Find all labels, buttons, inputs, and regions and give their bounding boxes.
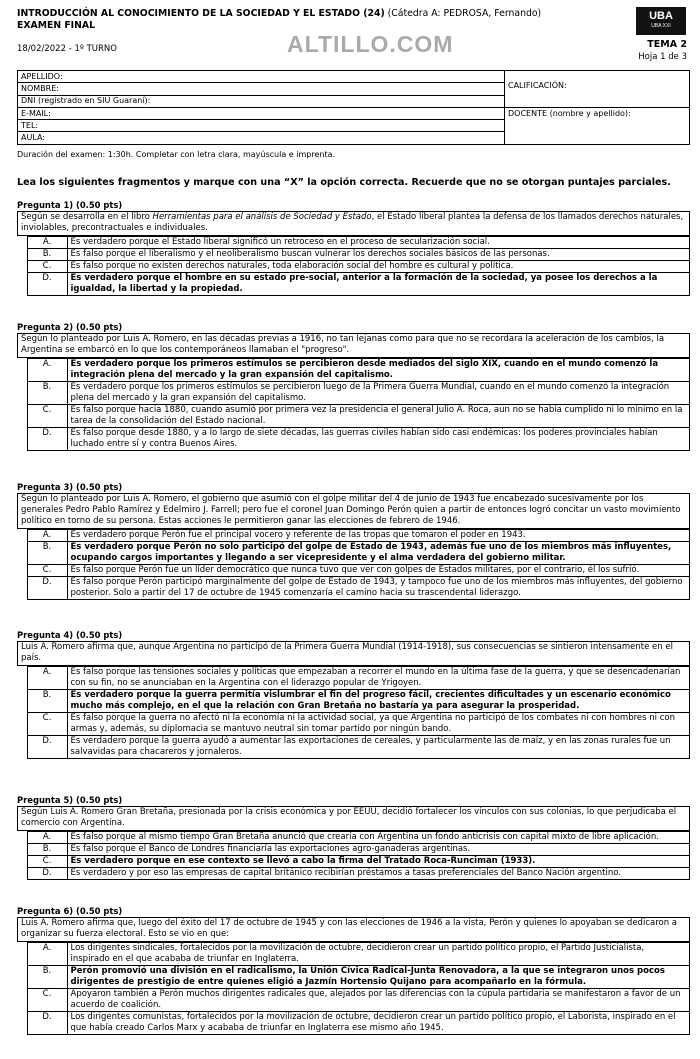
aula-field[interactable]: AULA: — [18, 132, 505, 144]
question-stem: Según lo planteado por Luis A. Romero, el gobierno que asumió con el golpe militar del 4 de junio de 1943 fue encabezado sucesivamente por los generales Pedro Pablo Ramírez y Edelmiro J. Farrell; pero fue el coronel Juan Domingo Perón quien a partir de entonces logró concitar un vasto movimiento político en torno de su persona. Estas acciones le permitieron ganar las elecciones de febrero de 1946. — [17, 493, 690, 529]
option-letter: B. — [27, 966, 67, 989]
option-row[interactable] — [17, 1012, 690, 1035]
option-row[interactable] — [17, 989, 690, 1012]
option-text: Es verdadero porque en ese contexto se llevó a cabo la firma del Tratado Roca-Runciman (1933). — [67, 856, 690, 868]
option-row[interactable] — [17, 577, 690, 600]
question-heading: Pregunta 1) (0.50 pts) — [17, 200, 123, 210]
question-heading: Pregunta 4) (0.50 pts) — [17, 630, 123, 640]
option-text: Los dirigentes sindicales, fortalecidos por la movilización de octubre, decidieron crear un partido político propio, el Partido Justicialista, inspirado en el que acababa de triunfar en Inglaterra. — [67, 943, 690, 966]
option-letter: B. — [27, 382, 67, 405]
question-heading: Pregunta 6) (0.50 pts) — [17, 906, 123, 916]
option-letter: D. — [27, 273, 67, 296]
option-row[interactable] — [17, 261, 690, 273]
option-row[interactable] — [17, 832, 690, 844]
option-row[interactable] — [17, 966, 690, 989]
tel-field[interactable]: TEL: — [18, 120, 505, 132]
option-text: Es verdadero porque Perón no solo participó del golpe de Estado de 1943, además fue uno de los miembros más influyentes, ocupando cargos importantes y llegando a ser vicepresidente y el alma verdadera del gobierno militar. — [67, 542, 690, 565]
option-row[interactable] — [17, 856, 690, 868]
exam-type: EXAMEN FINAL — [17, 20, 96, 31]
option-letter: D. — [27, 1012, 67, 1035]
docente-field[interactable]: DOCENTE (nombre y apellido): — [505, 107, 690, 144]
option-text: Es falso porque el liberalismo y el neoliberalismo buscan vulnerar los derechos sociales básicos de las personas. — [67, 249, 690, 261]
option-text: Es falso porque al mismo tiempo Gran Bretaña anunció que crearía con Argentina un fondo anticrisis con capital mixto de libre aplicación. — [67, 832, 690, 844]
option-row[interactable] — [17, 943, 690, 966]
option-letter: C. — [27, 261, 67, 273]
option-letter: C. — [27, 405, 67, 428]
tema-label: TEMA 2 — [647, 39, 687, 50]
options-table — [17, 831, 690, 880]
options-table — [17, 942, 690, 1035]
option-row[interactable] — [17, 844, 690, 856]
option-letter: B. — [27, 249, 67, 261]
option-row[interactable] — [17, 249, 690, 261]
options-table — [17, 236, 690, 296]
option-row[interactable] — [17, 868, 690, 880]
option-row[interactable] — [17, 736, 690, 759]
option-text: Es falso porque la guerra no afectó ni la economía ni la actividad social, ya que Argentina no participó de los combates ni con hombres ni con armas y, además, su diplomacia se mantuvo neutral sin tomar partido por ningún bando. — [67, 713, 690, 736]
question-6 — [17, 906, 690, 1035]
question-heading: Pregunta 2) (0.50 pts) — [17, 322, 123, 332]
option-text: Los dirigentes comunistas, fortalecidos por la movilización de octubre, decidieron crear un partido político propio, el Laborista, inspirado en el que había creado Carlos Marx y acababa de triunfar en Inglaterra ese mismo año 1945. — [67, 1012, 690, 1035]
option-row[interactable] — [17, 382, 690, 405]
exam-date: 18/02/2022 - 1º TURNO — [17, 44, 117, 54]
question-heading: Pregunta 5) (0.50 pts) — [17, 795, 123, 805]
dni-field[interactable]: DNI (registrado en SIU Guaraní): — [18, 95, 505, 107]
option-text: Es verdadero porque la guerra ayudó a aumentar las exportaciones de cereales, y particularmente las de maíz, y en las zonas rurales fue un salvavidas para chacareros y jornaleros. — [67, 736, 690, 759]
option-row[interactable] — [17, 530, 690, 542]
question-stem: Luis A. Romero afirma que, aunque Argentina no participó de la Primera Guerra Mundial (1914-1918), sus consecuencias se sintieron intensamente en el país. — [17, 641, 690, 666]
question-heading: Pregunta 3) (0.50 pts) — [17, 482, 123, 492]
watermark: ALTILLO.COM — [287, 31, 454, 57]
option-row[interactable] — [17, 542, 690, 565]
option-letter: B. — [27, 542, 67, 565]
option-text: Es falso porque el Banco de Londres financiaría las exportaciones agro-ganaderas argentinas. — [67, 844, 690, 856]
option-letter: A. — [27, 667, 67, 690]
options-table — [17, 358, 690, 451]
option-text: Es verdadero porque los primeros estímulos se percibieron desde mediados del siglo XIX, cuando en el mundo comenzó la integración plena del mercado y la gran expansión del capitalismo. — [67, 359, 690, 382]
option-row[interactable] — [17, 405, 690, 428]
option-row[interactable] — [17, 237, 690, 249]
question-3 — [17, 482, 690, 600]
calificacion-field[interactable]: CALIFICACIÓN: — [505, 71, 690, 108]
option-text: Es falso porque Perón participó marginalmente del golpe de Estado de 1943, y tampoco fue uno de los miembros más influyentes, del gobierno posterior. Solo a partir del 17 de octubre de 1945 comenzaría el camino hacia su trascendental liderazgo. — [67, 577, 690, 600]
nombre-field[interactable]: NOMBRE: — [18, 83, 505, 95]
option-letter: D. — [27, 428, 67, 451]
email-field[interactable]: E-MAIL: — [18, 107, 505, 119]
option-text: Es verdadero porque los primeros estímulos se percibieron luego de la Primera Guerra Mundial, cuando en el mundo comenzó la integración plena del mercado y la gran expansión del capitalismo. — [67, 382, 690, 405]
option-text: Es falso porque hacia 1880, cuando asumió por primera vez la presidencia el general Julio A. Roca, aun no se había cumplido ni lo mínimo en la tarea de la consolidación del Estado nacional. — [67, 405, 690, 428]
option-text: Perón promovió una división en el radicalismo, la Unión Cívica Radical-Junta Renovadora, a la que se integraron unos pocos dirigentes de prestigio de entre quienes eligió a Jazmín Hortensio Quijano para acompañarlo en la fórmula. — [67, 966, 690, 989]
options-table — [17, 666, 690, 759]
question-5 — [17, 795, 690, 880]
question-1 — [17, 200, 690, 296]
option-letter: D. — [27, 868, 67, 880]
option-letter: D. — [27, 736, 67, 759]
option-text: Es verdadero porque el hombre en su estado pre-social, anterior a la formación de la sociedad, ya posee los derechos a la igualdad, la libertad y la propiedad. — [67, 273, 690, 296]
option-letter: C. — [27, 565, 67, 577]
chair-name: (Cátedra A: PEDROSA, Fernando) — [387, 8, 542, 19]
option-letter: A. — [27, 359, 67, 382]
course-title: INTRODUCCIÓN AL CONOCIMIENTO DE LA SOCIEDAD Y EL ESTADO (24) — [17, 8, 385, 19]
option-letter: A. — [27, 832, 67, 844]
option-text: Apoyaron también a Perón muchos dirigentes radicales que, alejados por las diferencias con la cúpula partidaria se manifestaron a favor de un acuerdo de coalición. — [67, 989, 690, 1012]
option-row[interactable] — [17, 428, 690, 451]
option-text: Es verdadero porque Perón fue el principal vocero y referente de las tropas que tomaron el poder en 1943. — [67, 530, 690, 542]
options-table — [17, 529, 690, 600]
question-stem: Según se desarrolla en el libro Herramientas para el análisis de Sociedad y Estado, el Estado liberal plantea la defensa de los llamados derechos naturales, inviolables, precontractuales e individuales. — [17, 211, 690, 236]
option-letter: D. — [27, 577, 67, 600]
option-text: Es falso porque desde 1880, y a lo largo de siete décadas, las guerras civiles habían sido casi endémicas: los poderes provinciales habían luchado entre sí y contra Buenos Aires. — [67, 428, 690, 451]
question-4 — [17, 630, 690, 759]
option-row[interactable] — [17, 565, 690, 577]
option-letter: B. — [27, 844, 67, 856]
exam-header — [17, 8, 541, 32]
question-2 — [17, 322, 690, 451]
option-row[interactable] — [17, 713, 690, 736]
student-info-table — [17, 70, 690, 145]
duration-note: Duración del examen: 1:30h. Completar con letra clara, mayúscula e imprenta. — [17, 150, 336, 159]
option-letter: A. — [27, 237, 67, 249]
option-text: Es falso porque Perón fue un líder democrático que nunca tuvo que ver con golpes de Estados militares, por el contrario, él los sufrió. — [67, 565, 690, 577]
option-row[interactable] — [17, 690, 690, 713]
question-stem: Según Luis A. Romero Gran Bretaña, presionada por la crisis económica y por EEUU, decidió fortalecer los vínculos con sus colonias, lo que perjudicaba el comercio con Argentina. — [17, 806, 690, 831]
option-row[interactable] — [17, 359, 690, 382]
question-stem: Según lo planteado por Luis A. Romero, en las décadas previas a 1916, no tan lejanas como para que no se recordara la aceleración de los cambios, la Argentina se embarcó en lo que los contemporáneos llamaban el "progreso". — [17, 333, 690, 358]
option-row[interactable] — [17, 667, 690, 690]
option-letter: B. — [27, 690, 67, 713]
apellido-field[interactable]: APELLIDO: — [18, 71, 505, 83]
uba-logo: UBA UBA XXI — [636, 7, 686, 35]
option-letter: A. — [27, 530, 67, 542]
option-letter: C. — [27, 856, 67, 868]
option-text: Es verdadero porque el Estado liberal significó un retroceso en el proceso de secularización social. — [67, 237, 690, 249]
option-text: Es falso porque no existen derechos naturales, toda elaboración social del hombre es cultural y política. — [67, 261, 690, 273]
instructions: Lea los siguientes fragmentos y marque con una “X” la opción correcta. Recuerde que no se otorgan puntajes parciales. — [17, 177, 671, 188]
option-letter: C. — [27, 989, 67, 1012]
option-row[interactable] — [17, 273, 690, 296]
option-letter: A. — [27, 943, 67, 966]
option-text: Es verdadero porque la guerra permitía vislumbrar el fin del progreso fácil, crecientes dificultades y un escenario económico mucho más complejo, en el que la relación con Gran Bretaña no bastaría ya para asegurar la prosperidad. — [67, 690, 690, 713]
option-letter: C. — [27, 713, 67, 736]
question-stem: Luis A. Romero afirma que, luego del éxito del 17 de octubre de 1945 y con las elecciones de 1946 a la vista, Perón y quienes lo apoyaban se dedicaron a organizar su fuerza electoral. Esto se vio en que: — [17, 917, 690, 942]
page-number: Hoja 1 de 3 — [638, 52, 687, 62]
option-text: Es verdadero y por eso las empresas de capital británico recibirían préstamos a tasas preferenciales del Banco Nación argentino. — [67, 868, 690, 880]
option-text: Es falso porque las tensiones sociales y políticas que empezaban a recorrer el mundo en la última fase de la guerra, y que se desencadenarían con su fin, no se anunciaban en la Argentina con el liderazgo popular de Yrigoyen. — [67, 667, 690, 690]
